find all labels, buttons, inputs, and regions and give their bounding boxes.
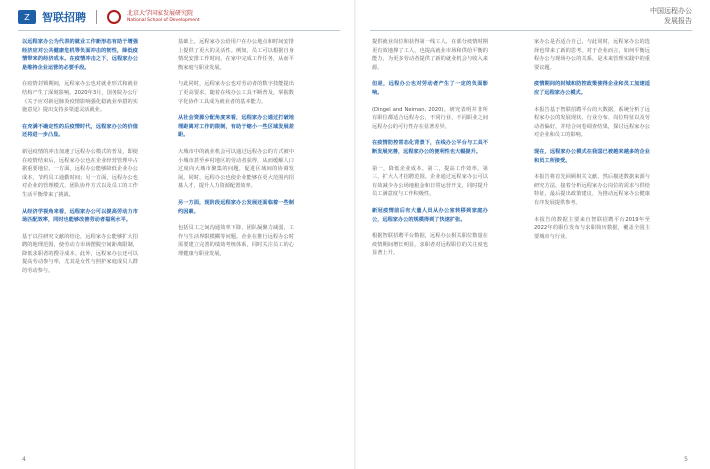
- text-column-3: [372, 38, 488, 453]
- bold-paragraph: 新冠疫情前后有大量人员从办公室转移到家庭办公，远程家办公的规模得到了快速扩张。: [372, 207, 488, 223]
- zhaopin-logo-icon: Z: [18, 10, 36, 24]
- body-paragraph: 基于以往研究文献的结论，远程家办公能够扩大招聘的地理范围，使劳动力市场摆脱空间距离限制，降低求职者的搜寻成本。此外，远程家办公还可以提高劳动参与率，尤其是女性与照护家庭成员人群的劳动参与。: [22, 233, 138, 275]
- report-subtitle: 发展报告: [664, 17, 692, 25]
- report-title: 中国远程办公: [650, 7, 692, 15]
- page-number-left: 4: [22, 456, 26, 463]
- body-paragraph: 本报告将首先回顾相关文献，然后描述数据来源与研究方法，接着分析远程家办公岗位的需求与供给特征，最后提出政策建议，为推动远程家办公健康有序发展提供参考。: [534, 174, 650, 206]
- header-left: [18, 6, 200, 28]
- body-paragraph: 家办公是否适合自己，与此同时，远程家办公的选择也带来了新的思考。对于企业而言，如何平衡远程办公与现场办公的关系，是未来管理实践中的重要议题。: [534, 39, 650, 71]
- partner-block: [127, 10, 200, 24]
- bold-paragraph: 在充满不确定性的后疫情时代，远程家办公的价值还将进一步凸显。: [22, 123, 138, 139]
- partner-name-en: National School of Development: [127, 18, 200, 23]
- text-column-1: [22, 38, 138, 453]
- bold-paragraph: 现在，远程家办公模式在我国已被越来越多的企业和员工所接受。: [534, 148, 650, 164]
- header-rule-left: [18, 30, 340, 31]
- body-paragraph: 本报告的数据主要来自智联招聘平台2019年至2022年的职位发布与求职简历数据，覆盖全国主要城市与行业。: [534, 216, 650, 240]
- page-gutter: [354, 0, 356, 469]
- header-rule-right: [370, 30, 692, 31]
- bold-paragraph: 疫情期间的封城和防控政策使得企业和员工加速适应了远程家办公模式。: [534, 81, 650, 96]
- pku-seal-icon: [107, 10, 121, 24]
- body-paragraph: 大城市中的就业机会可以通过远程办公的方式被中小城市甚至乡村地区的劳动者获得，从而缓解人口过度向大城市聚集的问题，促进区域间的协调发展。同时，远程办公也使企业能够在更大范围内招募人才，提升人力资源配置效率。: [178, 148, 294, 190]
- body-paragraph: 基础上，远程家办公给用户在办公地点和时间安排上提供了更大的灵活性。例如，员工可以根据自身情况安排工作时间，在家中完成工作任务，从而平衡家庭与职业发展。: [178, 39, 294, 71]
- partner-name: 北京大学国家发展研究院: [127, 10, 194, 17]
- body-paragraph: 新冠疫情的冲击加速了远程办公模式的普及，即使在疫情结束后，远程家办公也在企业经营管理中占据重要地位。一方面，远程办公能够降低企业办公成本，节约员工通勤时间；另一方面，远程办公也对企业的管理模式、团队协作方式以及员工的工作生活平衡带来了挑战。: [22, 148, 138, 198]
- brand-name: 智联招聘: [42, 11, 86, 24]
- body-paragraph: 第一，降低企业成本。第二，提高工作效率。第三，扩大人才招聘范围。企业通过远程家办公可以有效减少办公场地租金和日常运营开支，同时提升员工满意度与工作积极性。: [372, 165, 488, 198]
- bold-paragraph: 另一方面，现阶段远程家办公发展还面临着一些制约因素。: [178, 199, 294, 215]
- body-paragraph: 提供就业岗位和获得第一线工人，在部分疫情时期更有效地撑了工人，也提高就业市场和供给平衡的能力，为更多劳动者提供了新的就业机会与收入来源。: [372, 39, 488, 71]
- body-paragraph: 根据智联招聘平台数据，远程办公相关职位数量在疫情期间增长明显，求职者对远程职位的关注度也显著上升。: [372, 233, 488, 257]
- bold-paragraph: 从经济学视角来看，远程家办公可以提高劳动力市场匹配效率，同时也能够改善劳动者福利水平。: [22, 208, 138, 224]
- body-paragraph: 与此同时，远程家办公也对劳动者的数字技能提出了更高要求。随着在线办公工具不断普及，掌握数字化协作工具成为就业者的基本能力。: [178, 81, 294, 105]
- body-paragraph: (Dingel and Neiman, 2020)。研究表明并非所有职位都适合远程办公，不同行业、不同职业之间远程办公的可行性存在显著差异。: [372, 106, 488, 130]
- body-paragraph: 包括员工之间沟通效率下降、团队凝聚力减弱、工作与生活界限模糊等问题。企业在推行远程办公时需要建立完善的绩效考核体系，同时关注员工的心理健康与职业发展。: [178, 225, 294, 257]
- text-column-2: [178, 38, 294, 453]
- body-paragraph: 本报告基于智联招聘平台的大数据，系统分析了远程家办公的发展现状、行业分布、岗位特征以及劳动者偏好，并结合问卷调查结果，探讨远程家办公对企业和员工的影响。: [534, 106, 650, 139]
- header-right: [650, 6, 692, 28]
- text-column-4: [534, 38, 650, 453]
- body-paragraph: 在疫情封锁期间，远程家办公也对就业形式和就业结构产生了深刻影响。2020年3月，国务院办公厅《关于应对新冠肺炎疫情影响强化稳就业举措的实施意见》提出支持多渠道灵活就业。: [22, 81, 138, 114]
- page-number-right: 5: [684, 456, 688, 463]
- bold-paragraph: 但是，远程办公也对劳动者产生了一定的负面影响。: [372, 81, 488, 96]
- bold-paragraph: 以远程家办公为代表的就业工作新形态有助于增强经济应对公共健康危机等负面冲击的韧性，降低疫情带来的经济成本。在疫情冲击之下，远程家办公是维持企业运营的必要手段。: [22, 39, 138, 71]
- bold-paragraph: 从社会资源分配角度来看，远程家办公通过打破地理距离对工作的限制，有助于缩小一些区域发展差距。: [178, 115, 294, 139]
- bold-paragraph: 在疫情防控常态化背景下，在线办公平台与工具不断发展完善，远程家办公的便利性也大幅提升。: [372, 140, 488, 155]
- logo-divider: [96, 10, 97, 24]
